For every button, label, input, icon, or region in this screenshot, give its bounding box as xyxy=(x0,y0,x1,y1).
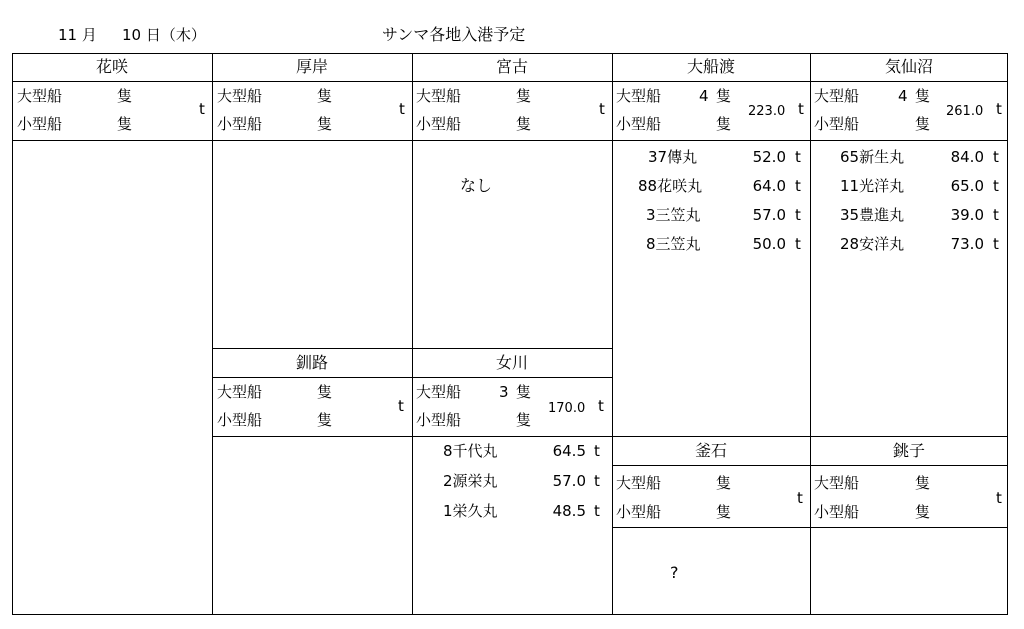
ship-name: 2源栄丸 xyxy=(443,472,498,490)
ship-unit: 隻 xyxy=(915,503,931,521)
large-ship-count: 4 xyxy=(898,87,908,105)
date-month: 11 月 xyxy=(58,26,97,44)
ton-unit: t xyxy=(795,235,801,253)
large-ship-label: 大型船 xyxy=(814,87,860,105)
port-name: 女川 xyxy=(495,353,529,372)
ship-name: 8千代丸 xyxy=(443,442,498,460)
large-ship-count: 3 xyxy=(499,383,509,401)
small-ship-label: 小型船 xyxy=(416,115,462,133)
ton-unit: t xyxy=(599,100,605,118)
small-ship-label: 小型船 xyxy=(217,411,263,429)
ship-unit: 隻 xyxy=(716,474,732,492)
large-ship-label: 大型船 xyxy=(217,87,263,105)
small-ship-label: 小型船 xyxy=(814,115,860,133)
total-tons: 223.0 xyxy=(748,104,786,119)
grid-line xyxy=(212,53,213,615)
ship-unit: 隻 xyxy=(516,87,532,105)
ship-unit: 隻 xyxy=(117,87,133,105)
large-ship-count: 4 xyxy=(699,87,709,105)
small-ship-label: 小型船 xyxy=(416,411,462,429)
port-note: ? xyxy=(670,563,679,582)
ship-name: 88花咲丸 xyxy=(638,177,703,195)
port-name: 大船渡 xyxy=(686,57,736,76)
ship-unit: 隻 xyxy=(716,87,732,105)
ton-unit: t xyxy=(598,397,604,415)
grid-line xyxy=(412,53,413,615)
total-tons: 170.0 xyxy=(548,401,586,416)
ton-unit: t xyxy=(398,397,404,415)
port-name: 厚岸 xyxy=(295,57,329,76)
large-ship-label: 大型船 xyxy=(17,87,63,105)
ship-catch: 50.0 xyxy=(752,235,786,253)
ship-unit: 隻 xyxy=(915,115,931,133)
large-ship-label: 大型船 xyxy=(416,383,462,401)
ship-catch: 64.0 xyxy=(752,177,786,195)
ship-name: 8三笠丸 xyxy=(646,235,701,253)
small-ship-label: 小型船 xyxy=(17,115,63,133)
ton-unit: t xyxy=(993,177,999,195)
large-ship-label: 大型船 xyxy=(217,383,263,401)
ship-name: 35豊進丸 xyxy=(840,206,905,224)
ship-catch: 39.0 xyxy=(950,206,984,224)
ship-catch: 52.0 xyxy=(752,148,786,166)
ton-unit: t xyxy=(993,148,999,166)
ton-unit: t xyxy=(996,100,1002,118)
ton-unit: t xyxy=(399,100,405,118)
ship-unit: 隻 xyxy=(516,115,532,133)
large-ship-label: 大型船 xyxy=(616,87,662,105)
grid-line xyxy=(12,140,1008,141)
port-name: 宮古 xyxy=(495,57,529,76)
port-name: 釧路 xyxy=(295,353,329,372)
grid-line xyxy=(810,53,811,615)
port-name: 気仙沼 xyxy=(884,57,934,76)
total-tons: 261.0 xyxy=(946,104,984,119)
ship-unit: 隻 xyxy=(317,411,333,429)
ton-unit: t xyxy=(594,502,600,520)
ton-unit: t xyxy=(797,489,803,507)
ton-unit: t xyxy=(795,148,801,166)
ton-unit: t xyxy=(996,489,1002,507)
ship-name: 11光洋丸 xyxy=(840,177,905,195)
ton-unit: t xyxy=(993,206,999,224)
ship-name: 28安洋丸 xyxy=(840,235,905,253)
ship-unit: 隻 xyxy=(915,87,931,105)
ton-unit: t xyxy=(795,206,801,224)
grid-line xyxy=(12,614,1008,615)
small-ship-label: 小型船 xyxy=(616,115,662,133)
ship-name: 1栄久丸 xyxy=(443,502,498,520)
ship-unit: 隻 xyxy=(317,115,333,133)
grid-line xyxy=(612,53,613,615)
small-ship-label: 小型船 xyxy=(616,503,662,521)
ship-catch: 84.0 xyxy=(950,148,984,166)
port-name: 花咲 xyxy=(95,57,129,76)
ship-unit: 隻 xyxy=(516,383,532,401)
ton-unit: t xyxy=(594,442,600,460)
ship-unit: 隻 xyxy=(117,115,133,133)
large-ship-label: 大型船 xyxy=(616,474,662,492)
ship-unit: 隻 xyxy=(716,503,732,521)
ton-unit: t xyxy=(795,177,801,195)
ship-catch: 64.5 xyxy=(552,442,586,460)
port-note: なし xyxy=(460,176,493,195)
ton-unit: t xyxy=(199,100,205,118)
large-ship-label: 大型船 xyxy=(416,87,462,105)
ship-unit: 隻 xyxy=(915,474,931,492)
ship-catch: 57.0 xyxy=(552,472,586,490)
grid-line xyxy=(12,53,13,615)
grid-line xyxy=(12,81,1008,82)
grid-line xyxy=(1007,53,1008,615)
ton-unit: t xyxy=(993,235,999,253)
ship-catch: 73.0 xyxy=(950,235,984,253)
large-ship-label: 大型船 xyxy=(814,474,860,492)
ship-unit: 隻 xyxy=(516,411,532,429)
port-name: 釜石 xyxy=(694,441,728,460)
grid-line xyxy=(12,53,1008,54)
ship-unit: 隻 xyxy=(716,115,732,133)
ship-name: 65新生丸 xyxy=(840,148,905,166)
ship-catch: 65.0 xyxy=(950,177,984,195)
ship-unit: 隻 xyxy=(317,87,333,105)
port-name: 銚子 xyxy=(892,441,926,460)
ton-unit: t xyxy=(798,100,804,118)
ship-name: 37傳丸 xyxy=(648,148,698,166)
ship-catch: 57.0 xyxy=(752,206,786,224)
ship-unit: 隻 xyxy=(317,383,333,401)
small-ship-label: 小型船 xyxy=(814,503,860,521)
ship-catch: 48.5 xyxy=(552,502,586,520)
ton-unit: t xyxy=(594,472,600,490)
small-ship-label: 小型船 xyxy=(217,115,263,133)
date-day: 10 日（木） xyxy=(122,26,206,44)
page-title: サンマ各地入港予定 xyxy=(382,25,526,44)
ship-name: 3三笠丸 xyxy=(646,206,701,224)
